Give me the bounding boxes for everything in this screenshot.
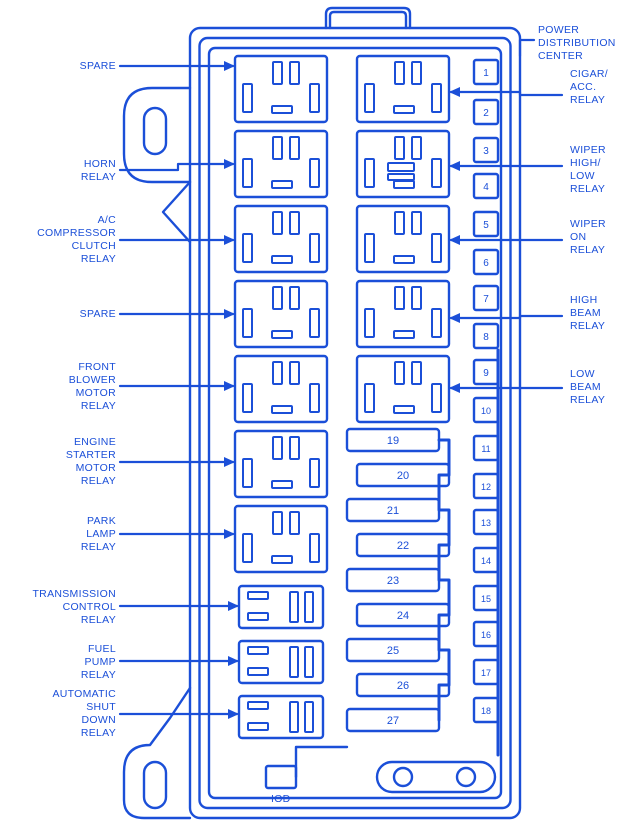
label-line: CIGAR/: [570, 68, 608, 80]
label-spare-top: [36, 60, 116, 73]
bottom-mount-hole-left: [394, 768, 412, 786]
label-line: RELAY: [80, 253, 116, 265]
label-transmission-control-relay: [8, 588, 116, 627]
label-line: RELAY: [80, 541, 116, 553]
label-engine-starter-motor-relay: [28, 436, 116, 488]
label-line: WIPER: [570, 144, 606, 156]
svg-text:21: 21: [386, 505, 400, 517]
label-line: RELAY: [570, 94, 606, 106]
pdc-title-line-3: CENTER: [538, 50, 583, 62]
svg-text:7: 7: [483, 294, 489, 305]
label-line: SPARE: [79, 60, 116, 72]
label-line: FUEL: [87, 643, 116, 655]
label-line: SPARE: [79, 308, 116, 320]
svg-text:13: 13: [480, 518, 492, 528]
label-line: BEAM: [570, 381, 601, 393]
svg-text:24: 24: [396, 610, 410, 622]
svg-text:15: 15: [480, 594, 492, 604]
label-wiper-on-relay: [570, 218, 640, 257]
svg-text:1: 1: [483, 68, 489, 79]
label-line: ON: [570, 231, 587, 243]
label-line: PUMP: [84, 656, 116, 668]
label-line: MOTOR: [75, 462, 116, 474]
top-latch-tab-inner: [330, 12, 406, 28]
pdc-title-line-2: DISTRIBUTION: [538, 37, 616, 49]
pdc-title-line-1: POWER: [538, 24, 580, 36]
label-line: COMPRESSOR: [37, 227, 116, 239]
svg-text:25: 25: [386, 645, 400, 657]
svg-text:11: 11: [481, 444, 491, 454]
label-line: WIPER: [570, 218, 606, 230]
svg-text:20: 20: [396, 470, 410, 482]
label-cigar-acc-relay: [570, 68, 640, 107]
label-line: RELAY: [80, 475, 116, 487]
label-front-blower-motor-relay: [28, 361, 116, 413]
svg-text:8: 8: [483, 332, 489, 343]
iod-label: [271, 793, 311, 806]
relay-blades-right: [365, 62, 441, 413]
label-line: RELAY: [80, 727, 116, 739]
svg-text:10: 10: [480, 406, 492, 416]
label-line: RELAY: [570, 183, 606, 195]
label-line: RELAY: [80, 669, 116, 681]
svg-text:19: 19: [386, 435, 400, 447]
label-line: LOW: [570, 368, 595, 380]
label-line: FRONT: [78, 361, 116, 373]
svg-text:27: 27: [386, 715, 400, 727]
center-fuse-chain-line: [439, 440, 449, 720]
label-horn-relay: [36, 158, 116, 184]
svg-text:18: 18: [480, 706, 492, 716]
relay-sockets-left-small: [239, 586, 323, 738]
svg-text:22: 22: [396, 540, 410, 552]
svg-text:14: 14: [480, 556, 492, 566]
svg-text:23: 23: [386, 575, 400, 587]
svg-text:5: 5: [483, 220, 489, 231]
label-line: TRANSMISSION: [32, 588, 116, 600]
svg-text:17: 17: [480, 668, 492, 678]
left-bracket-gusset: [163, 182, 190, 242]
label-low-beam-relay: [570, 368, 640, 407]
label-automatic-shut-down-relay: [6, 688, 116, 740]
pdc-title: [538, 24, 634, 63]
svg-text:3: 3: [483, 146, 489, 157]
label-line: RELAY: [570, 320, 606, 332]
label-line: AUTOMATIC: [52, 688, 116, 700]
label-line: HORN: [83, 158, 116, 170]
label-line: BLOWER: [68, 374, 116, 386]
svg-text:16: 16: [480, 630, 492, 640]
label-line: RELAY: [570, 244, 606, 256]
label-line: DOWN: [81, 714, 116, 726]
label-line: RELAY: [80, 400, 116, 412]
label-line: RELAY: [570, 394, 606, 406]
svg-text:26: 26: [396, 680, 410, 692]
left-lower-bracket: [124, 688, 190, 818]
relay-blades-left-small: [248, 592, 313, 732]
iod-connector: [266, 766, 296, 788]
left-upper-bracket: [124, 88, 190, 182]
label-wiper-high-low-relay: [570, 144, 640, 196]
label-ac-compressor-clutch-relay: [16, 214, 116, 266]
label-line: SHUT: [86, 701, 116, 713]
label-line: HIGH: [570, 294, 598, 306]
svg-text:6: 6: [483, 258, 489, 269]
leader-lines-right: [451, 92, 562, 388]
leader-lines-left: [120, 66, 237, 714]
left-lower-bracket-hole: [144, 762, 166, 808]
label-line: A/C: [97, 214, 116, 226]
label-line: ENGINE: [73, 436, 116, 448]
label-line: RELAY: [80, 171, 116, 183]
leader-arrowheads-right: [449, 87, 460, 393]
label-line: MOTOR: [75, 387, 116, 399]
label-line: LOW: [570, 170, 595, 182]
label-line: STARTER: [65, 449, 116, 461]
left-upper-bracket-hole: [144, 108, 166, 154]
relay-blades-left: [243, 62, 319, 563]
iod-trace: [296, 747, 347, 777]
label-line: BEAM: [570, 307, 601, 319]
relay-sockets-left: [235, 56, 327, 572]
label-line: ACC.: [570, 81, 597, 93]
iod-label-text: IOD: [271, 793, 291, 805]
label-fuel-pump-relay: [36, 643, 116, 682]
label-line: CONTROL: [62, 601, 116, 613]
label-line: LAMP: [86, 528, 116, 540]
label-line: PARK: [86, 515, 116, 527]
label-line: HIGH/: [570, 157, 601, 169]
svg-text:9: 9: [483, 368, 489, 379]
svg-text:4: 4: [483, 182, 489, 193]
label-line: CLUTCH: [71, 240, 116, 252]
bottom-mount-hole-right: [457, 768, 475, 786]
svg-text:2: 2: [483, 108, 489, 119]
label-park-lamp-relay: [36, 515, 116, 554]
fuse-slots-right: [474, 60, 498, 722]
label-spare-middle: [36, 308, 116, 321]
label-line: RELAY: [80, 614, 116, 626]
label-high-beam-relay: [570, 294, 640, 333]
title-leader-line: [520, 40, 534, 56]
leader-arrowheads-left: [224, 61, 239, 719]
svg-text:12: 12: [480, 482, 492, 492]
